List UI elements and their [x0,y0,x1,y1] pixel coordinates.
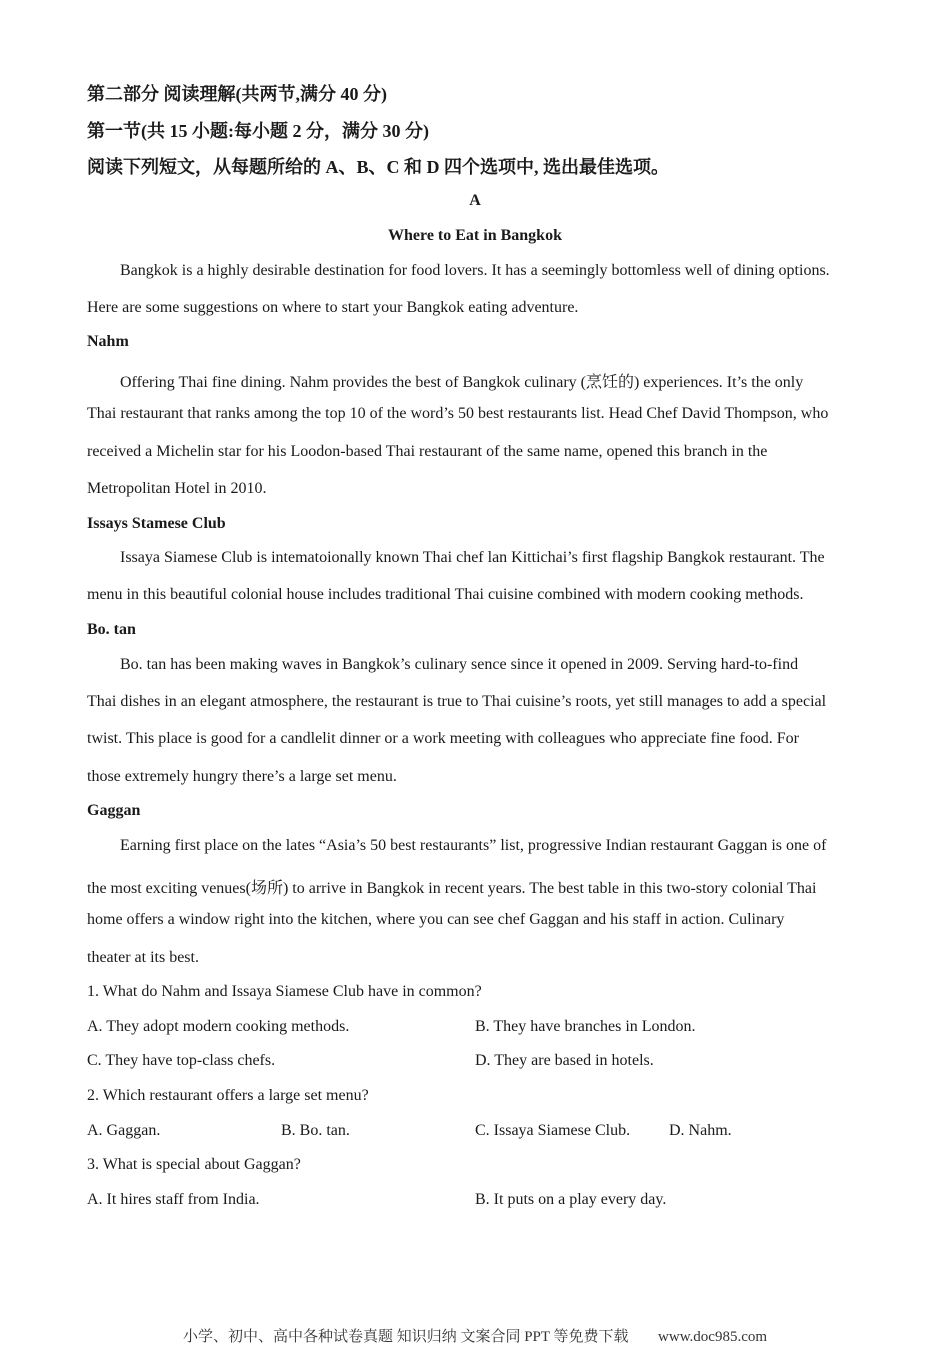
answer-option[interactable]: D. They are based in hotels. [475,1052,654,1069]
paragraph-line: theater at its best. [87,949,199,966]
paragraph-line: Issaya Siamese Club is intematoionally known Thai chef lan Kittichai’s first flagship Bangkok restaurant. The [120,549,825,566]
page-footer [0,1325,950,1346]
restaurant-heading: Gaggan [87,802,141,819]
paragraph-line: received a Michelin star for his Loodon-based Thai restaurant of the same name, opened this branch in the [87,443,768,460]
paragraph-line: menu in this beautiful colonial house includes traditional Thai cuisine combined with modern cooking methods. [87,586,804,603]
restaurant-heading: Nahm [87,333,129,350]
subsection-header: 第一节(共 15 小题:每小题 2 分，满分 30 分) [87,121,429,141]
paragraph-line: Metropolitan Hotel in 2010. [87,480,267,497]
question-stem: 2. Which restaurant offers a large set menu? [87,1087,369,1104]
paragraph-line: Bo. tan has been making waves in Bangkok’s culinary sence since it opened in 2009. Serving hard-to-find [120,656,799,673]
paragraph-line: Earning first place on the lates “Asia’s 50 best restaurants” list, progressive Indian restaurant Gaggan is one of [120,837,827,854]
question-stem: 1. What do Nahm and Issaya Siamese Club have in common? [87,983,482,1000]
footer-text: 小学、初中、高中各种试卷真题 知识归纳 文案合同 PPT 等免费下载 [182,1329,629,1345]
paragraph-line: those extremely hungry there’s a large set menu. [87,768,397,785]
answer-option[interactable]: C. Issaya Siamese Club. [475,1122,631,1139]
answer-option[interactable]: A. They adopt modern cooking methods. [87,1018,350,1035]
passage-title: Where to Eat in Bangkok [388,227,562,244]
answer-option[interactable]: A. Gaggan. [87,1122,161,1139]
question-stem: 3. What is special about Gaggan? [87,1156,301,1173]
answer-option[interactable]: B. Bo. tan. [281,1122,350,1139]
footer-link[interactable]: www.doc985.com [658,1329,768,1345]
restaurant-heading: Bo. tan [87,621,136,638]
answer-option[interactable]: C. They have top-class chefs. [87,1052,276,1069]
paragraph-line: Thai restaurant that ranks among the top 10 of the word’s 50 best restaurants list. Head Chef David Thompson, who [87,405,829,422]
section-header: 第二部分 阅读理解(共两节,满分 40 分) [87,84,387,104]
intro-line: Here are some suggestions on where to start your Bangkok eating adventure. [87,299,579,316]
paragraph-line: twist. This place is good for a candlelit dinner or a work meeting with colleagues who appreciate fine food. For [87,730,799,747]
restaurant-heading: Issays Stamese Club [87,515,226,532]
paragraph-line: Thai dishes in an elegant atmosphere, the restaurant is true to Thai cuisine’s roots, yet still manages to add a special [87,693,827,710]
paragraph-line: the most exciting venues(场所) to arrive in Bangkok in recent years. The best table in this two-story colonial Thai [87,880,817,897]
intro-line: Bangkok is a highly desirable destination for food lovers. It has a seemingly bottomless well of dining options. [120,262,830,279]
instructions: 阅读下列短文，从每题所给的 A、B、C 和 D 四个选项中, 选出最佳选项。 [87,157,669,177]
paragraph-line: Offering Thai fine dining. Nahm provides the best of Bangkok culinary (烹饪的) experiences. It’s the only [120,374,804,391]
passage-label: A [469,192,481,209]
answer-option[interactable]: B. It puts on a play every day. [475,1191,667,1208]
answer-option[interactable]: B. They have branches in London. [475,1018,696,1035]
answer-option[interactable]: D. Nahm. [669,1122,732,1139]
paragraph-line: home offers a window right into the kitchen, where you can see chef Gaggan and his staff in action. Culinary [87,911,785,928]
answer-option[interactable]: A. It hires staff from India. [87,1191,260,1208]
